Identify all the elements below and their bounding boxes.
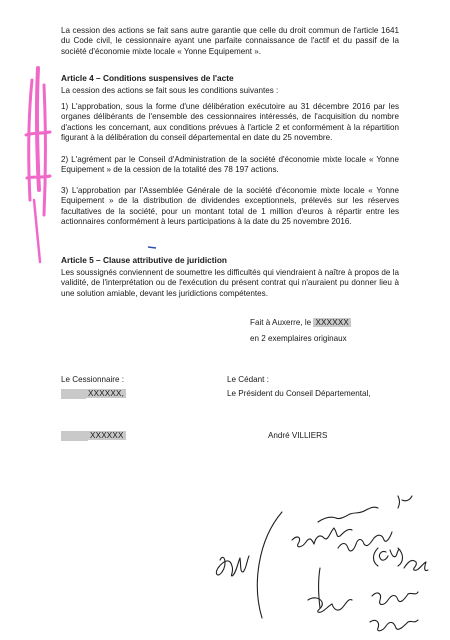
- article-5-text: Les soussignés conviennent de soumettre les difficultés qui viendraient à naître à propos de la validité, de l'interprétation ou de l'exécution du présent contrat qui n'auraient pu donner lieu à une solution amiable, devant les juridictions compétentes.: [61, 268, 399, 298]
- article-4-item-1: 1) L'approbation, sous la forme d'une délibération exécutoire au 31 décembre 2016 par les organes délibérants de l'ensemble des cessionnaires intéressés, de l'acquisition du nombre d'actions les concernant, aux conditions prévues à l'article 2 et conformément à la répartition figurant à la délibération du conseil départemental en date du 25 novembre.: [61, 102, 399, 143]
- article-5-heading: Article 5 – Clause attributive de juridiction: [61, 255, 227, 265]
- cedant-name: André VILLIERS: [268, 431, 328, 440]
- article-4-item-2: 2) L'agrément par le Conseil d'Administration de la société d'économie mixte locale « Yonne Equipement » de la cession de la totalité des 78 197 actions.: [61, 155, 399, 175]
- article-4-item-3: 3) L'approbation par l'Assemblée Générale de la société d'économie mixte locale « Yonne Equipement » de la distribution de dividendes exceptionnels, prélevés sur les réserves facultatives de la société, pour un montant total de 1 million d'euros à répartir entre les actionnaires conformément à leurs participations à la date du 25 novembre 2016.: [61, 186, 399, 227]
- cedant-title: Le Président du Conseil Départemental,: [227, 389, 371, 398]
- cedant-label: Le Cédant :: [227, 375, 269, 384]
- article-4-heading: Article 4 – Conditions suspensives de l'acte: [61, 73, 234, 83]
- closing-place-prefix: Fait à Auxerre, le: [250, 318, 312, 327]
- cessionnaire-label: Le Cessionnaire :: [61, 375, 124, 384]
- closing-date-redacted: XXXXXX: [315, 318, 350, 327]
- intro-paragraph: La cession des actions se fait sans autre garantie que celle du droit commun de l'article 1641 du Code civil, le cessionnaire ayant une parfaite connaissance de l'actif et du passif de la société d'économie mixte locale « Yonne Equipement ».: [61, 26, 399, 56]
- cessionnaire-redacted-value: XXXXXX,: [88, 389, 125, 398]
- article-4-lead: La cession des actions se fait sous les conditions suivantes :: [61, 86, 279, 95]
- cessionnaire-name-redacted: XXXXXX: [90, 431, 124, 440]
- closing-copies: en 2 exemplaires originaux: [250, 334, 347, 343]
